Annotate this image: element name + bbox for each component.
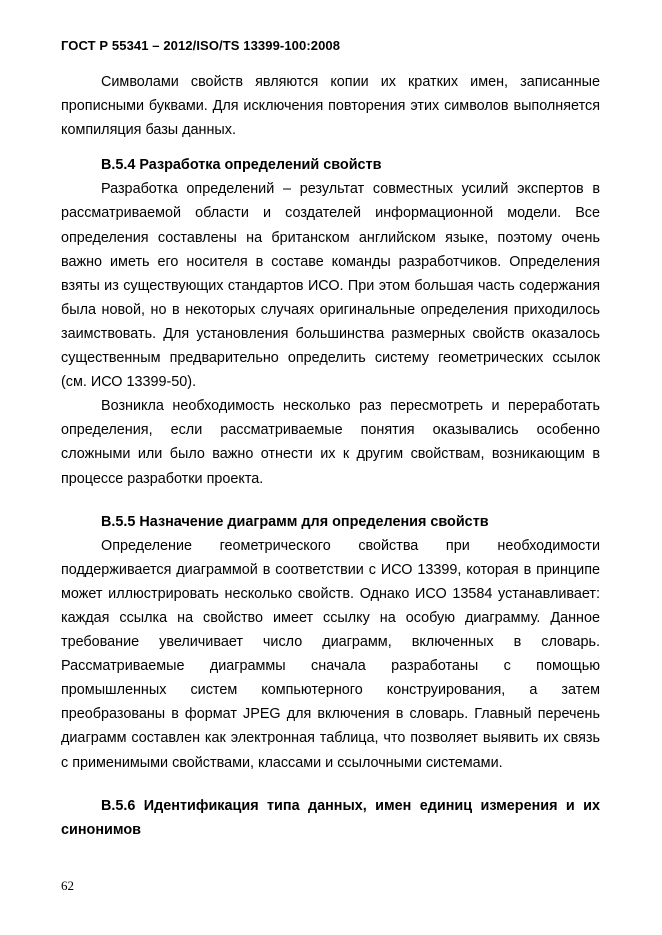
page-content [61, 70, 600, 842]
section-heading-b55: В.5.5 Назначение диаграмм для определения свойств [101, 513, 489, 530]
section-heading-b54: В.5.4 Разработка определений свойств [101, 157, 382, 174]
paragraph-diagrams: Определение геометрического свойства при необходимости поддерживается диаграммой в соответствии с ИСО 13399, которая в принципе может иллюстрировать несколько свойств. Однако ИСО 13584 устанавливает: каждая ссылка на свойство имеет ссылку на особую диаграмму. Данное требование увеличивает число диаграмм, включенных в словарь. Рассматриваемые диаграммы сначала разработаны с помощью промышленных систем компьютерного конструирования, а затем преобразованы в формат JPEG для включения в словарь. Главный перечень диаграмм составлен как электронная таблица, что позволяет выявить их связь с применимыми свойствами, классами и ссылочными системами. [61, 537, 600, 771]
page-number: 62 [61, 878, 74, 893]
paragraph-definitions-revision: Возникла необходимость несколько раз пересмотреть и переработать определения, если рассматриваемые понятия оказывались особенно сложными или было важно отнести их к другим свойствам, возникающим в процессе разработки проекта. [61, 398, 600, 487]
standard-header: ГОСТ Р 55341 – 2012/ISO/TS 13399-100:2008 [61, 38, 341, 53]
paragraph-definitions-development: Разработка определений – результат совместных усилий экспертов в рассматриваемой области и создателей информационной модели. Все определения составлены на британском английском языке, поэтому очень важно иметь его носителя в составе команды разработчиков. Определения взяты из существующих стандартов ИСО. При этом большая часть содержания была новой, но в некоторых случаях оригинальные определения приходилось заимствовать. Для установления большинства размерных свойств оказалось существенным предварительно определить систему геометрических ссылок (см. ИСО 13399-50). [61, 181, 600, 391]
section-heading-b56: В.5.6 Идентификация типа данных, имен единиц измерения и их синонимов [61, 797, 600, 838]
paragraph-symbols: Символами свойств являются копии их кратких имен, записанные прописными буквами. Для исключения повторения этих символов выполняется компиляция базы данных. [61, 74, 600, 139]
